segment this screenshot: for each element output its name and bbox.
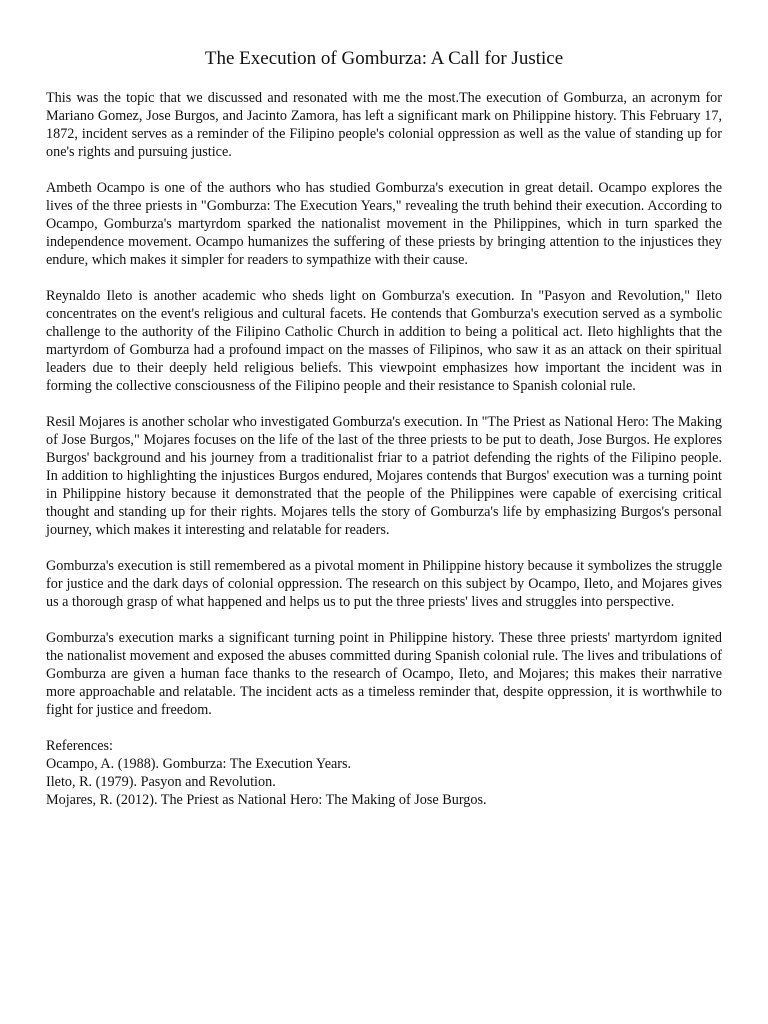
paragraph-remembrance: Gomburza's execution is still remembered as a pivotal moment in Philippine history because it symbolizes the struggle for justice and the dark days of colonial oppression. The research on this subject by Ocampo, Ileto, and Mojares gives us a thorough grasp of what happened and helps us to put the three priests' lives and struggles into perspective.	[46, 558, 722, 610]
paragraph-conclusion: Gomburza's execution marks a significant turning point in Philippine history. These three priests' martyrdom ignited the nationalist movement and exposed the abuses committed during Spanish colonial rule. The lives and tribulations of Gomburza are given a human face thanks to the research of Ocampo, Ileto, and Mojares; this makes their narrative more approachable and relatable. The incident acts as a timeless reminder that, despite oppression, it is worthwhile to fight for justice and freedom.	[46, 630, 722, 718]
paragraph-ileto: Reynaldo Ileto is another academic who sheds light on Gomburza's execution. In "Pasyon and Revolution," Ileto concentrates on the event's religious and cultural facets. He contends that Gomburza's execution served as a symbolic challenge to the authority of the Filipino Catholic Church in addition to being a political act. Ileto highlights that the martyrdom of Gomburza had a profound impact on the masses of Filipinos, who saw it as an attack on their spiritual leaders due to their deeply held religious beliefs. This viewpoint emphasizes how important the incident was in forming the collective consciousness of the Filipino people and their resistance to Spanish colonial rule.	[46, 288, 722, 394]
paragraph-ocampo: Ambeth Ocampo is one of the authors who has studied Gomburza's execution in great detail. Ocampo explores the lives of the three priests in "Gomburza: The Execution Years," revealing the truth behind their execution. According to Ocampo, Gomburza's martyrdom sparked the nationalist movement in the Philippines, which in turn sparked the independence movement. Ocampo humanizes the suffering of these priests by bringing attention to the injustices they endure, which makes it simpler for readers to sympathize with their cause.	[46, 180, 722, 268]
document-title: The Execution of Gomburza: A Call for Justice	[204, 48, 564, 69]
reference-item: Ocampo, A. (1988). Gomburza: The Execution Years.	[46, 756, 352, 772]
paragraph-mojares: Resil Mojares is another scholar who investigated Gomburza's execution. In "The Priest as National Hero: The Making of Jose Burgos," Mojares focuses on the life of the last of the three priests to be put to death, Jose Burgos. He explores Burgos' background and his journey from a traditionalist friar to a patriot defending the rights of the Filipino people. In addition to highlighting the injustices Burgos endured, Mojares contends that Burgos' execution was a turning point in Philippine history because it demonstrated that the people of the Philippines were capable of exercising critical thought and standing up for their rights. Mojares tells the story of Gomburza's life by emphasizing Burgos's personal journey, which makes it interesting and relatable for readers.	[46, 414, 722, 538]
reference-item: Mojares, R. (2012). The Priest as National Hero: The Making of Jose Burgos.	[46, 792, 487, 808]
reference-item: Ileto, R. (1979). Pasyon and Revolution.	[46, 774, 276, 790]
paragraph-intro: This was the topic that we discussed and resonated with me the most.The execution of Gomburza, an acronym for Mariano Gomez, Jose Burgos, and Jacinto Zamora, has left a significant mark on Philippine history. This February 17, 1872, incident serves as a reminder of the Filipino people's colonial oppression as well as the value of standing up for one's rights and pursuing justice.	[46, 90, 722, 160]
references-heading: References:	[46, 738, 113, 754]
document-page	[46, 46, 722, 809]
references-section	[46, 737, 722, 809]
